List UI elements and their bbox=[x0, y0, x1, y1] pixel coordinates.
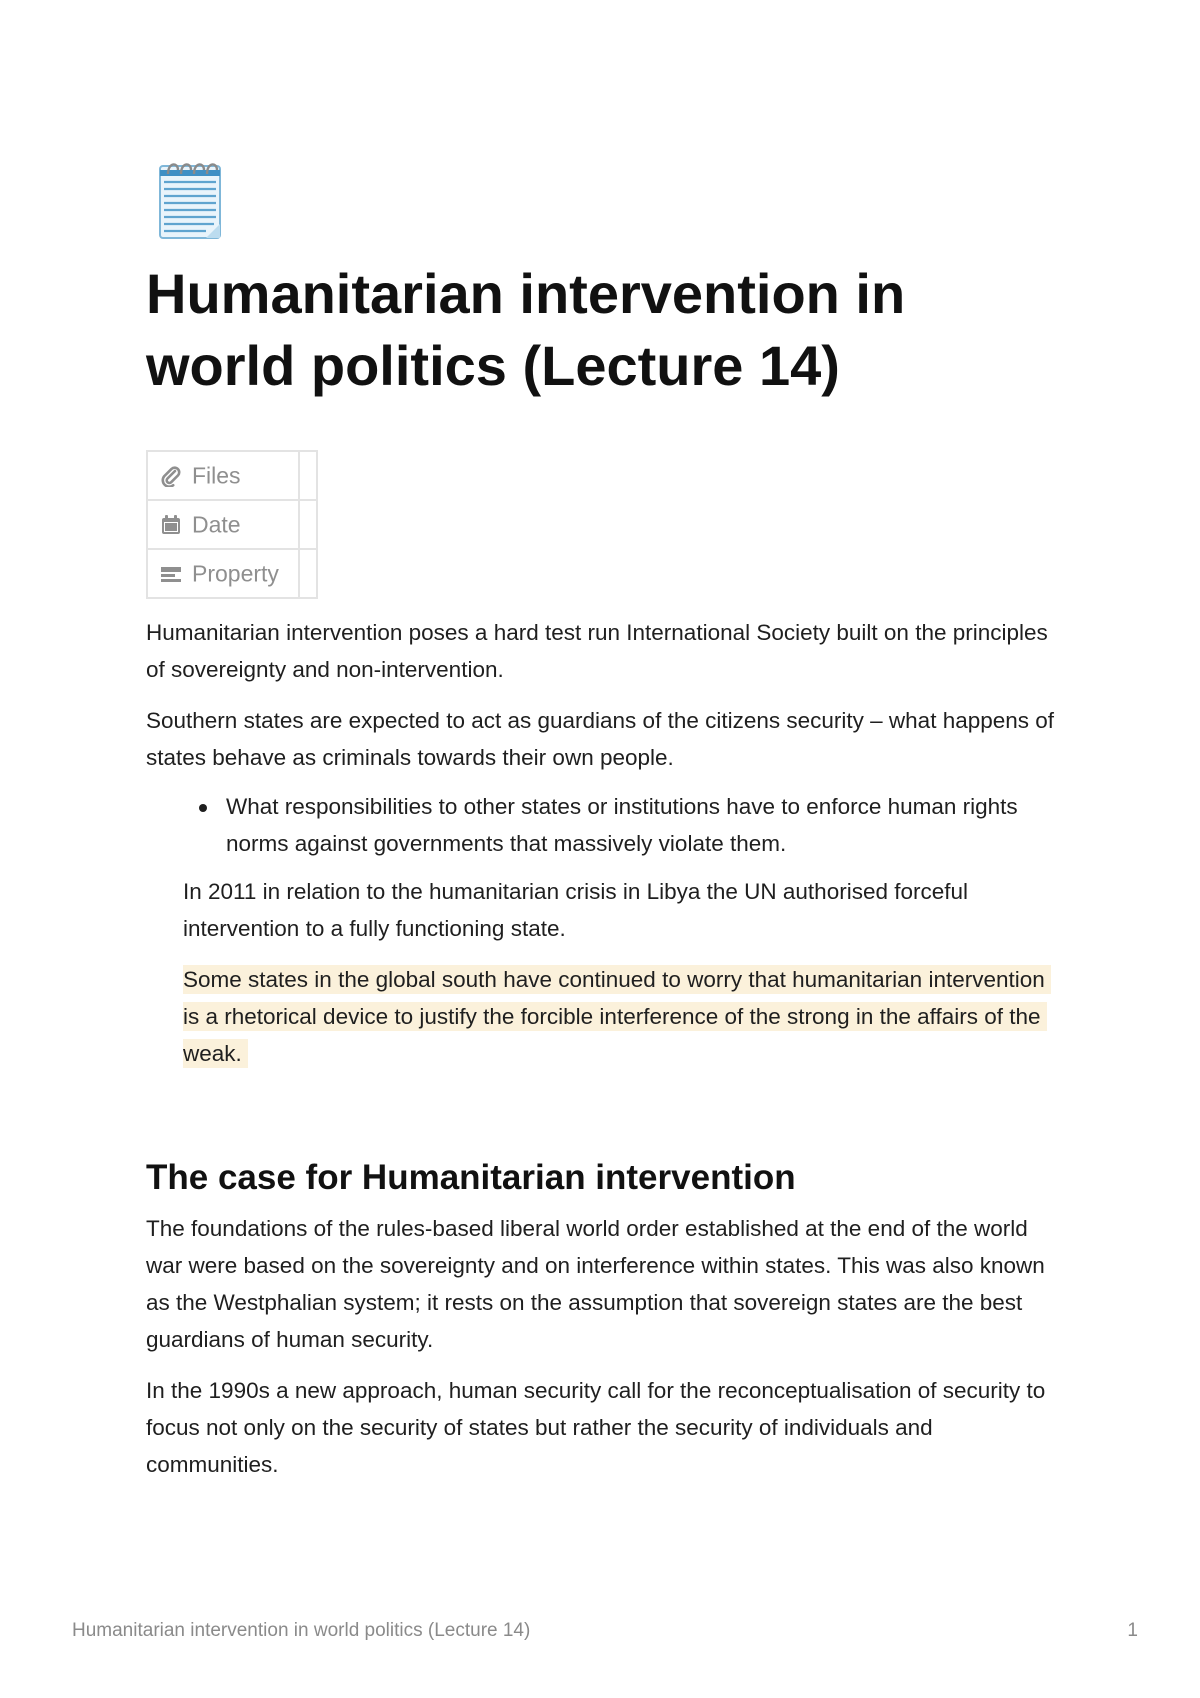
paperclip-icon bbox=[160, 465, 182, 487]
calendar-icon bbox=[160, 514, 182, 536]
bullet-list bbox=[146, 788, 1076, 862]
paragraph: In 2011 in relation to the humanitarian crisis in Libya the UN authorised forceful intervention to a fully functioning state. bbox=[183, 879, 969, 941]
property-value[interactable] bbox=[299, 549, 317, 598]
property-value[interactable] bbox=[299, 500, 317, 549]
paragraph: In the 1990s a new approach, human security call for the reconceptualisation of security to focus not only on the security of states but rather the security of individuals and communities. bbox=[146, 1378, 1046, 1477]
paragraph: The foundations of the rules-based liberal world order established at the end of the world war were based on the sovereignty and on interference within states. This was also known as the Westphalian system; it rests on the assumption that sovereign states are the best guardians of human security. bbox=[146, 1216, 1045, 1352]
footer-title: Humanitarian intervention in world politics (Lecture 14) bbox=[72, 1620, 531, 1641]
property-label: Date bbox=[192, 511, 241, 538]
list-item: What responsibilities to other states or institutions have to enforce human rights norms against governments that massively violate them. bbox=[146, 788, 1076, 862]
page-title: Humanitarian intervention in world politics (Lecture 14) bbox=[146, 262, 906, 397]
highlight-text: Some states in the global south have continued to worry that humanitarian intervention is a rhetorical device to justify the forcible interference of the strong in the affairs of the weak. bbox=[183, 965, 1051, 1068]
property-label: Files bbox=[192, 462, 241, 489]
property-value[interactable] bbox=[299, 451, 317, 500]
property-label: Property bbox=[192, 560, 279, 587]
page-number: 1 bbox=[1127, 1620, 1138, 1641]
property-key[interactable] bbox=[147, 500, 299, 549]
notepad-icon bbox=[156, 158, 228, 242]
property-key[interactable] bbox=[147, 451, 299, 500]
highlighted-paragraph bbox=[183, 961, 1063, 1072]
paragraph: Humanitarian intervention poses a hard test run International Society built on the principles of sovereignty and non-intervention. bbox=[146, 620, 1048, 682]
paragraph: Southern states are expected to act as guardians of the citizens security – what happens of states behave as criminals towards their own people. bbox=[146, 708, 1055, 770]
text-lines-icon bbox=[160, 563, 182, 585]
property-key[interactable] bbox=[147, 549, 299, 598]
property-row-date[interactable] bbox=[147, 500, 317, 549]
properties-table bbox=[146, 450, 318, 599]
property-row-property[interactable] bbox=[147, 549, 317, 598]
section-heading: The case for Humanitarian intervention bbox=[146, 1158, 796, 1197]
property-row-files[interactable] bbox=[147, 451, 317, 500]
